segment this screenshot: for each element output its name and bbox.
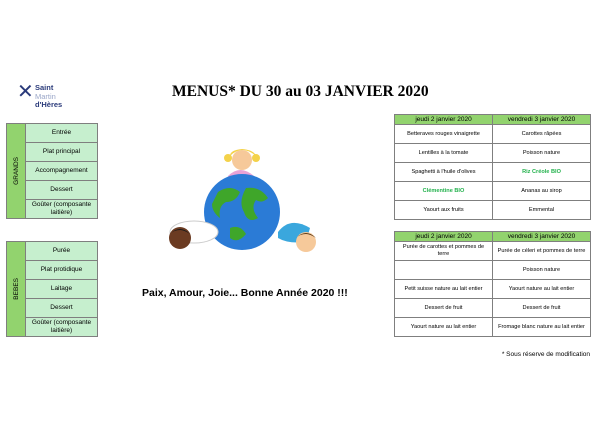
menu-cell: Purée de carottes et pommes de terre: [395, 242, 493, 261]
grands-category-table: [6, 123, 98, 219]
menu-cell: Betteraves rouges vinaigrette: [395, 125, 493, 144]
category-label: Dessert: [26, 299, 98, 318]
menu-cell: Yaourt nature au lait entier: [493, 280, 591, 299]
menu-cell: Fromage blanc nature au lait entier: [493, 318, 591, 337]
category-label: Entrée: [26, 124, 98, 143]
page-title: MENUS* DU 30 au 03 JANVIER 2020: [172, 83, 429, 100]
menu-cell: Poisson nature: [493, 144, 591, 163]
day-header: jeudi 2 janvier 2020: [395, 232, 493, 242]
menu-cell: Lentilles à la tomate: [395, 144, 493, 163]
grands-menu-table: [394, 114, 591, 220]
logo-mark-icon: ✕: [17, 81, 34, 103]
girl-head: [232, 150, 252, 170]
children-globe-illustration: [160, 146, 320, 256]
bebes-menu-table: [394, 231, 591, 337]
category-label: Laitage: [26, 280, 98, 299]
footnote: * Sous réserve de modification: [501, 351, 590, 358]
left-child-head: [169, 227, 191, 249]
menu-cell: Carottes râpées: [493, 125, 591, 144]
menu-cell: Poisson nature: [493, 261, 591, 280]
category-label: Goûter (composante laitière): [26, 200, 98, 219]
menu-cell: Ananas au sirop: [493, 182, 591, 201]
logo-line-2: Martin: [35, 91, 56, 101]
category-label: Plat protidique: [26, 261, 98, 280]
day-header: jeudi 2 janvier 2020: [395, 115, 493, 125]
bebes-category-table: [6, 241, 98, 337]
menu-cell: Dessert de fruit: [493, 299, 591, 318]
menu-cell: [395, 261, 493, 280]
menu-cell-bio: Riz Créole BIO: [493, 163, 591, 182]
menu-cell: Dessert de fruit: [395, 299, 493, 318]
right-child-head: [296, 232, 316, 252]
category-label: Purée: [26, 242, 98, 261]
bebes-side-label: BEBES: [7, 242, 26, 337]
day-header: vendredi 3 janvier 2020: [493, 115, 591, 125]
day-header: vendredi 3 janvier 2020: [493, 232, 591, 242]
category-label: Accompagnement: [26, 162, 98, 181]
menu-cell: Petit suisse nature au lait entier: [395, 280, 493, 299]
menu-cell: Yaourt aux fruits: [395, 201, 493, 220]
menu-cell: Yaourt nature au lait entier: [395, 318, 493, 337]
grands-side-label: GRANDS: [7, 124, 26, 219]
category-label: Dessert: [26, 181, 98, 200]
category-label: Plat principal: [26, 143, 98, 162]
menu-cell-bio: Clémentine BIO: [395, 182, 493, 201]
logo-line-3: d'Hères: [35, 100, 63, 109]
menu-cell: Spaghetti à l'huile d'olives: [395, 163, 493, 182]
menu-cell: Emmental: [493, 201, 591, 220]
new-year-slogan: Paix, Amour, Joie... Bonne Année 2020 !!!: [142, 287, 348, 299]
menu-cell: Purée de céleri et pommes de terre: [493, 242, 591, 261]
category-label: Goûter (composante laitière): [26, 318, 98, 337]
saint-martin-dheres-logo: [13, 68, 69, 118]
logo-line-1: Saint: [35, 83, 54, 92]
